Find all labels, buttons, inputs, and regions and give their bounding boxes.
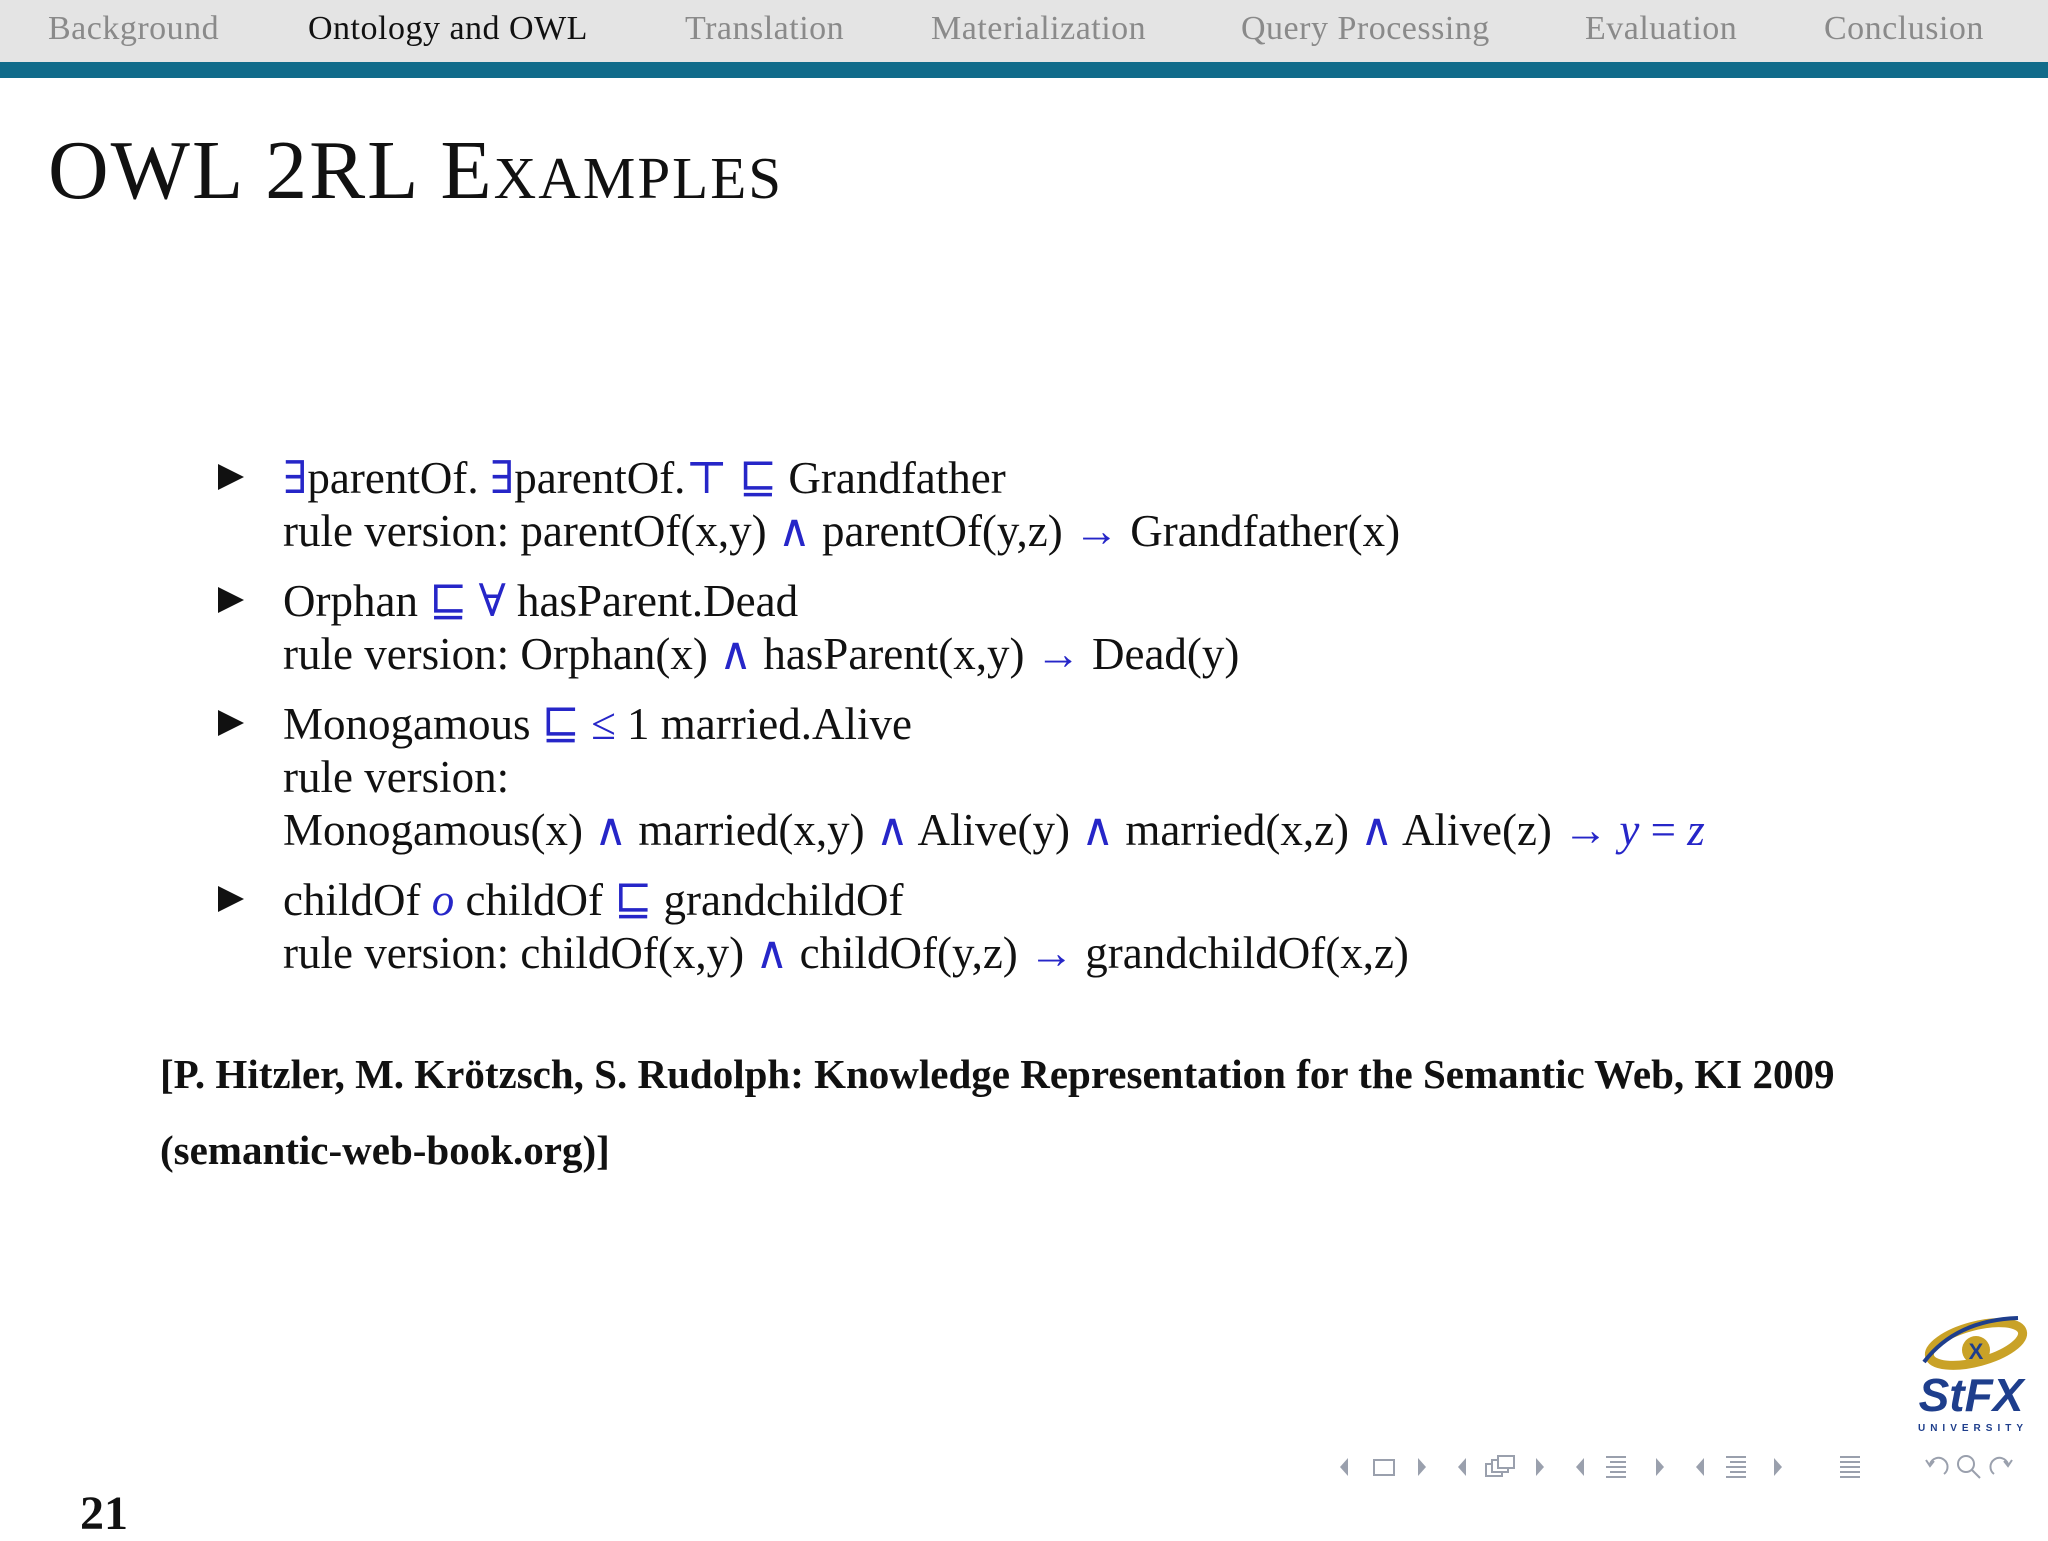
arrow-right-icon[interactable] (1416, 1452, 1430, 1482)
formula-text (1608, 805, 1619, 855)
math-symbol: ∧ (875, 805, 909, 855)
subsection-icon[interactable] (1602, 1452, 1630, 1482)
math-symbol: ∃ (489, 453, 515, 503)
section-icon[interactable] (1722, 1452, 1750, 1482)
formula-text: Monogamous (283, 699, 542, 749)
arrow-left-icon[interactable] (1572, 1452, 1586, 1482)
nav-item-ontology-and-owl[interactable]: Ontology and OWL (308, 10, 588, 47)
math-symbol: ⊤ (685, 453, 728, 503)
arrow-left-icon[interactable] (1336, 1452, 1350, 1482)
formula-text: hasParent.Dead (505, 576, 799, 626)
formula-text: childOf(y,z) (788, 928, 1030, 978)
list-item (218, 698, 1858, 857)
examples-list (218, 452, 1858, 997)
beamer-navigation-controls (1336, 1448, 2036, 1488)
formula-text: grandchildOf(x,z) (1074, 928, 1409, 978)
formula-text: rule version: childOf(x,y) (283, 928, 756, 978)
nav-item-conclusion[interactable]: Conclusion (1824, 10, 1984, 47)
math-symbol: ⊑ (739, 453, 778, 503)
frames-icon[interactable] (1484, 1452, 1516, 1482)
formula-text: hasParent(x,y) (752, 629, 1036, 679)
navigation-bar (0, 0, 2048, 62)
arrow-left-icon[interactable] (1454, 1452, 1468, 1482)
bullet-icon (218, 464, 244, 490)
nav-item-materialization[interactable]: Materialization (931, 10, 1147, 47)
formula-text: Grandfather(x) (1118, 506, 1401, 556)
formula-text (728, 453, 739, 503)
nav-item-background[interactable]: Background (48, 10, 220, 47)
formula-text: childOf (454, 875, 615, 925)
formula-text: Monogamous(x) (283, 805, 595, 855)
bullet-icon (218, 710, 244, 736)
formula-text: Orphan (283, 576, 430, 626)
page-number: 21 (80, 1487, 128, 1540)
formula-text: Grandfather (777, 453, 1006, 503)
formula-text: 1 married.Alive (615, 699, 912, 749)
math-symbol: y (1619, 805, 1640, 855)
rule-line (283, 804, 1858, 857)
rule-line (283, 505, 1858, 558)
math-symbol: z (1687, 805, 1705, 855)
slide-frame-icon[interactable] (1372, 1452, 1396, 1482)
math-symbol: → (1563, 805, 1609, 855)
math-symbol: ≤ (591, 699, 616, 749)
arrow-right-icon[interactable] (1654, 1452, 1668, 1482)
list-item (218, 575, 1858, 681)
math-symbol: → (1035, 629, 1081, 679)
rule-label-line (283, 751, 1858, 804)
formula-text: grandchildOf (652, 875, 904, 925)
formula-text: childOf (283, 875, 432, 925)
formula-text: parentOf. (514, 453, 686, 503)
bullet-icon (218, 587, 244, 613)
slide-title: OWL 2RL Examples (48, 124, 784, 217)
formula-text: rule version: Orphan(x) (283, 629, 720, 679)
formula-text: parentOf. (307, 453, 490, 503)
formula-text: Dead(y) (1080, 629, 1240, 679)
formula-line (283, 874, 1858, 927)
math-symbol: ∧ (755, 928, 789, 978)
formula-text: Alive(z) (1393, 805, 1564, 855)
math-symbol: ⊑ (429, 576, 468, 626)
search-icon[interactable] (1954, 1452, 1984, 1482)
math-symbol: ∧ (777, 506, 811, 556)
formula-text (580, 699, 591, 749)
math-symbol: o (431, 875, 455, 925)
math-symbol: → (1073, 506, 1119, 556)
svg-text:UNIVERSITY: UNIVERSITY (1917, 1423, 2029, 1434)
math-symbol: ⊑ (614, 875, 653, 925)
math-symbol: ∀ (478, 576, 506, 626)
bullet-icon (218, 886, 244, 912)
undo-icon[interactable] (1922, 1452, 1952, 1482)
math-symbol: ∧ (1360, 805, 1394, 855)
math-symbol: → (1029, 928, 1075, 978)
svg-text:StFX: StFX (1918, 1369, 2024, 1421)
math-symbol: ∧ (594, 805, 628, 855)
math-symbol: ∧ (719, 629, 753, 679)
formula-text: married(x,z) (1114, 805, 1361, 855)
math-symbol: = (1639, 805, 1688, 855)
math-symbol: ⊑ (541, 699, 580, 749)
accent-bar (0, 62, 2048, 78)
arrow-right-icon[interactable] (1534, 1452, 1548, 1482)
redo-icon[interactable] (1986, 1452, 2016, 1482)
outline-icon[interactable] (1836, 1452, 1864, 1482)
formula-text: rule version: (283, 752, 510, 802)
formula-text: married(x,y) (627, 805, 876, 855)
math-symbol: ∧ (1081, 805, 1115, 855)
nav-item-translation[interactable]: Translation (685, 10, 845, 47)
arrow-left-icon[interactable] (1692, 1452, 1706, 1482)
formula-line (283, 575, 1858, 628)
arrow-right-icon[interactable] (1772, 1452, 1786, 1482)
formula-line (283, 452, 1858, 505)
formula-text: rule version: parentOf(x,y) (283, 506, 778, 556)
list-item (218, 452, 1858, 558)
formula-text: parentOf(y,z) (810, 506, 1074, 556)
rule-line (283, 628, 1858, 681)
formula-text (467, 576, 478, 626)
nav-item-evaluation[interactable]: Evaluation (1585, 10, 1738, 47)
formula-line (283, 698, 1858, 751)
svg-text:X: X (1968, 1339, 1984, 1364)
rule-line (283, 927, 1858, 980)
university-logo (1906, 1310, 2036, 1440)
math-symbol: ∃ (283, 453, 308, 503)
formula-text: Alive(y) (908, 805, 1082, 855)
stfx-logo-icon (1906, 1310, 2036, 1440)
list-item (218, 874, 1858, 980)
nav-item-query-processing[interactable]: Query Processing (1241, 10, 1490, 47)
citation: [P. Hitzler, M. Krötzsch, S. Rudolph: Knowledge Representation for the Semantic Web, KI 2009 (semantic-web-book.org)] (160, 1051, 1835, 1173)
